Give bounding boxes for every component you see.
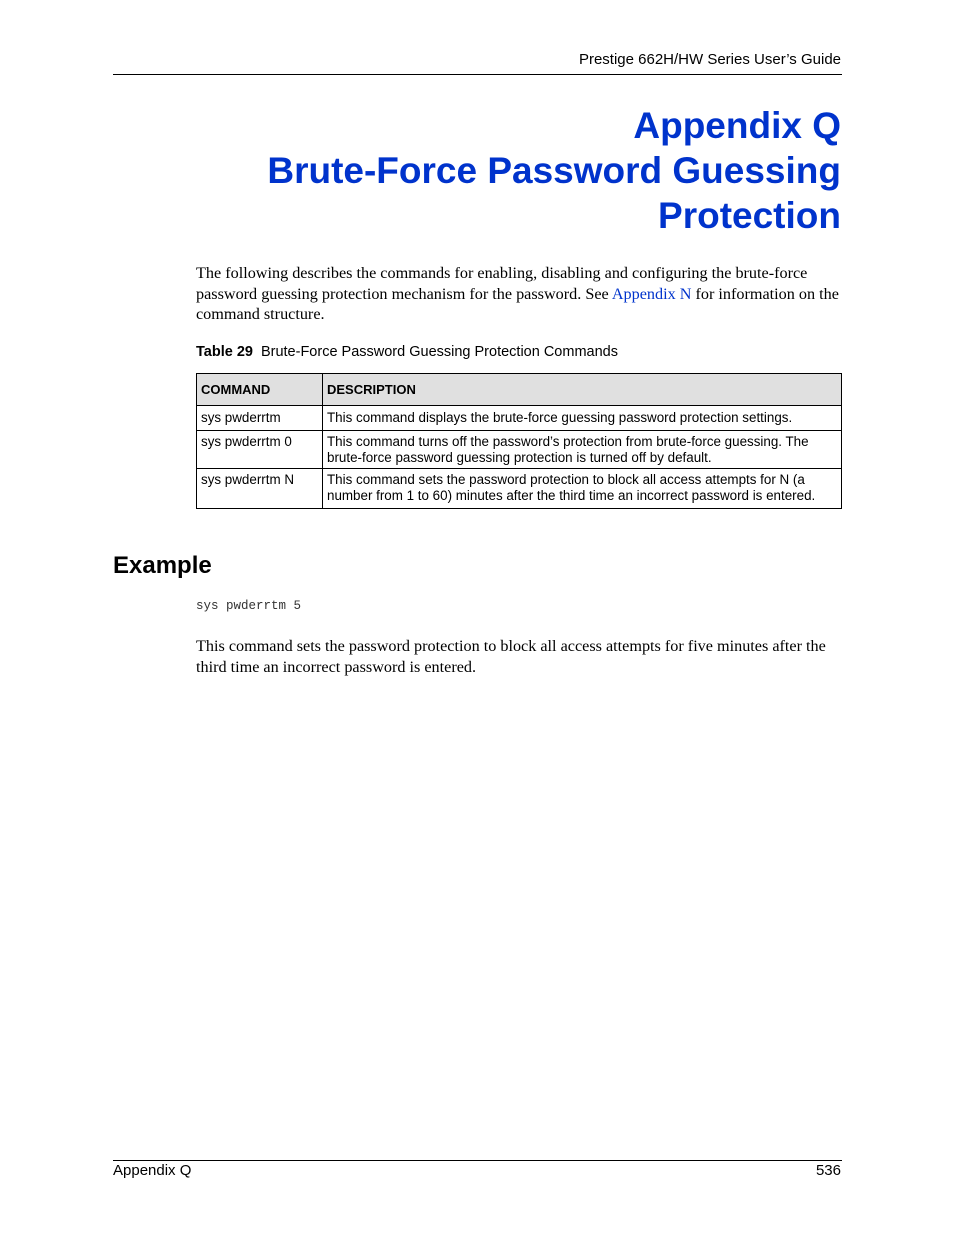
footer-rule <box>113 1160 842 1161</box>
table-header-row <box>197 374 842 406</box>
table-caption-text: Brute-Force Password Guessing Protection Commands <box>260 344 618 360</box>
chapter-title-line-3: Protection <box>658 195 841 236</box>
header-guide-title: Prestige 662H/HW Series User’s Guide <box>578 51 841 68</box>
page-number: 536 <box>815 1162 841 1179</box>
table-caption-label: Table 29 <box>196 344 253 360</box>
intro-text-after-link: for information on the command structure. <box>196 284 839 323</box>
intro-text-before-link: The following describes the commands for enabling, disabling and configuring the brute-force password guessing protection mechanism for the password. See <box>196 264 808 303</box>
command-cell: sys pwderrtm <box>197 406 323 431</box>
footer-section-name: Appendix Q <box>113 1162 192 1179</box>
description-cell: This command sets the password protection to block all access attempts for N (a number from 1 to 60) minutes after the third time an incorrect password is entered. <box>323 469 842 509</box>
description-cell: This command turns off the password’s protection from brute-force guessing. The brute-force password guessing protection is turned off by default. <box>323 431 842 469</box>
table-caption <box>196 344 618 360</box>
intro-paragraph <box>196 263 842 325</box>
command-cell: sys pwderrtm N <box>197 469 323 509</box>
table-row <box>197 406 842 431</box>
chapter-title <box>141 103 841 238</box>
example-code: sys pwderrtm 5 <box>196 599 302 613</box>
chapter-title-line-2: Brute-Force Password Guessing <box>267 150 841 191</box>
column-header-command: COMMAND <box>197 374 323 406</box>
table-row <box>197 431 842 469</box>
example-description: This command sets the password protection to block all access attempts for five minutes after the third time an incorrect password is entered. <box>196 637 826 676</box>
appendix-n-link[interactable]: Appendix N <box>611 284 692 303</box>
table-row <box>197 469 842 509</box>
example-heading: Example <box>113 552 212 579</box>
header-rule <box>113 74 842 75</box>
command-cell: sys pwderrtm 0 <box>197 431 323 469</box>
description-cell: This command displays the brute-force guessing password protection settings. <box>323 406 842 431</box>
chapter-title-line-1: Appendix Q <box>633 105 841 146</box>
column-header-description: DESCRIPTION <box>323 374 842 406</box>
commands-table <box>196 373 842 509</box>
